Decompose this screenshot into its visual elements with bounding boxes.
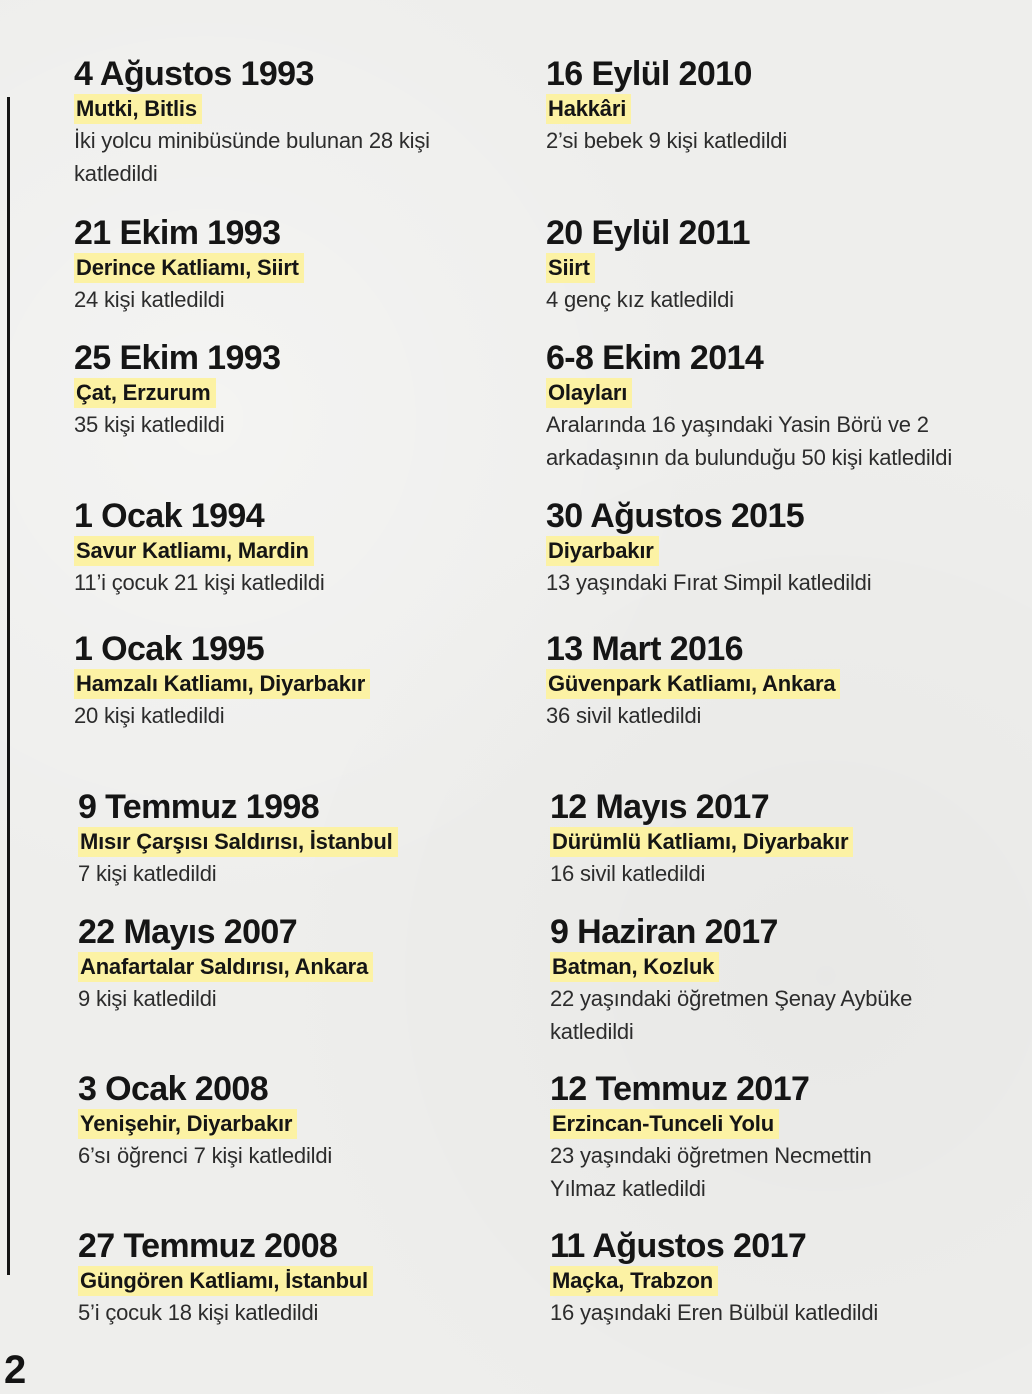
entry-description: 11’i çocuk 21 kişi katledildi	[74, 570, 325, 595]
entry-place: Diyarbakır	[546, 536, 659, 566]
timeline-entry	[550, 1227, 1020, 1329]
entry-place: Maçka, Trabzon	[550, 1266, 718, 1296]
entry-place: Batman, Kozluk	[550, 952, 719, 982]
timeline-entry	[546, 214, 1016, 316]
entry-description: 23 yaşındaki öğretmen Necmettin Yılmaz katledildi	[550, 1143, 872, 1201]
entry-description: 22 yaşındaki öğretmen Şenay Aybüke katledildi	[550, 986, 913, 1044]
entry-date: 3 Ocak 2008	[78, 1070, 269, 1108]
timeline-entry	[78, 913, 548, 1015]
entry-date: 25 Ekim 1993	[74, 339, 281, 377]
entry-place: Mutki, Bitlis	[74, 94, 202, 124]
entry-description: 16 sivil katledildi	[550, 861, 706, 886]
timeline-entry	[550, 913, 930, 1048]
entry-date: 12 Mayıs 2017	[550, 788, 770, 826]
entry-description: 5’i çocuk 18 kişi katledildi	[78, 1300, 319, 1325]
entry-description: 24 kişi katledildi	[74, 287, 225, 312]
entry-place: Güvenpark Katliamı, Ankara	[546, 669, 840, 699]
entry-place: Erzincan-Tunceli Yolu	[550, 1109, 779, 1139]
timeline-entry	[546, 630, 1016, 732]
entry-description: 9 kişi katledildi	[78, 986, 217, 1011]
entry-place: Hakkâri	[546, 94, 631, 124]
entry-date: 13 Mart 2016	[546, 630, 743, 668]
timeline-entry	[550, 1070, 900, 1205]
entry-place: Yenişehir, Diyarbakır	[78, 1109, 297, 1139]
entry-description: İki yolcu minibüsünde bulunan 28 kişi katledildi	[74, 128, 430, 186]
timeline-entry	[550, 788, 1020, 890]
entry-date: 9 Haziran 2017	[550, 913, 778, 951]
entry-description: 16 yaşındaki Eren Bülbül katledildi	[550, 1300, 879, 1325]
entry-date: 30 Ağustos 2015	[546, 497, 805, 535]
entry-date: 4 Ağustos 1993	[74, 55, 314, 93]
entry-date: 9 Temmuz 1998	[78, 788, 320, 826]
entry-place: Anafartalar Saldırısı, Ankara	[78, 952, 373, 982]
timeline-entry	[74, 339, 544, 441]
entry-place: Hamzalı Katliamı, Diyarbakır	[74, 669, 370, 699]
side-rule	[7, 97, 10, 1275]
entry-description: 36 sivil katledildi	[546, 703, 702, 728]
entry-place: Olayları	[546, 378, 632, 408]
entry-description: 7 kişi katledildi	[78, 861, 217, 886]
timeline-entry	[546, 55, 1016, 157]
entry-description: 13 yaşındaki Fırat Simpil katledildi	[546, 570, 872, 595]
entry-place: Çat, Erzurum	[74, 378, 216, 408]
page-number: 2	[4, 1348, 26, 1392]
entry-description: 2’si bebek 9 kişi katledildi	[546, 128, 788, 153]
entry-date: 21 Ekim 1993	[74, 214, 281, 252]
timeline-entry	[78, 788, 548, 890]
entry-date: 6-8 Ekim 2014	[546, 339, 764, 377]
entry-date: 22 Mayıs 2007	[78, 913, 298, 951]
entry-place: Mısır Çarşısı Saldırısı, İstanbul	[78, 827, 398, 857]
timeline-entry	[74, 214, 544, 316]
timeline-entry	[74, 55, 434, 190]
entry-place: Derince Katliamı, Siirt	[74, 253, 304, 283]
entry-place: Güngören Katliamı, İstanbul	[78, 1266, 373, 1296]
entry-description: 35 kişi katledildi	[74, 412, 225, 437]
entry-description: Aralarında 16 yaşındaki Yasin Börü ve 2 arkadaşının da bulunduğu 50 kişi katledildi	[546, 412, 953, 470]
entry-date: 16 Eylül 2010	[546, 55, 752, 93]
timeline-entry	[78, 1070, 548, 1172]
entry-date: 1 Ocak 1994	[74, 497, 265, 535]
entry-place: Dürümlü Katliamı, Diyarbakır	[550, 827, 853, 857]
entry-place: Savur Katliamı, Mardin	[74, 536, 314, 566]
entry-description: 6’sı öğrenci 7 kişi katledildi	[78, 1143, 333, 1168]
entry-date: 12 Temmuz 2017	[550, 1070, 810, 1108]
entry-date: 20 Eylül 2011	[546, 214, 750, 252]
timeline-entry	[546, 497, 1016, 599]
timeline-entry	[546, 339, 986, 474]
entry-description: 4 genç kız katledildi	[546, 287, 734, 312]
entry-date: 1 Ocak 1995	[74, 630, 265, 668]
entry-place: Siirt	[546, 253, 595, 283]
timeline-entry	[74, 497, 544, 599]
entry-date: 11 Ağustos 2017	[550, 1227, 807, 1265]
timeline-entry	[78, 1227, 548, 1329]
entry-date: 27 Temmuz 2008	[78, 1227, 338, 1265]
entry-description: 20 kişi katledildi	[74, 703, 225, 728]
timeline-entry	[74, 630, 544, 732]
